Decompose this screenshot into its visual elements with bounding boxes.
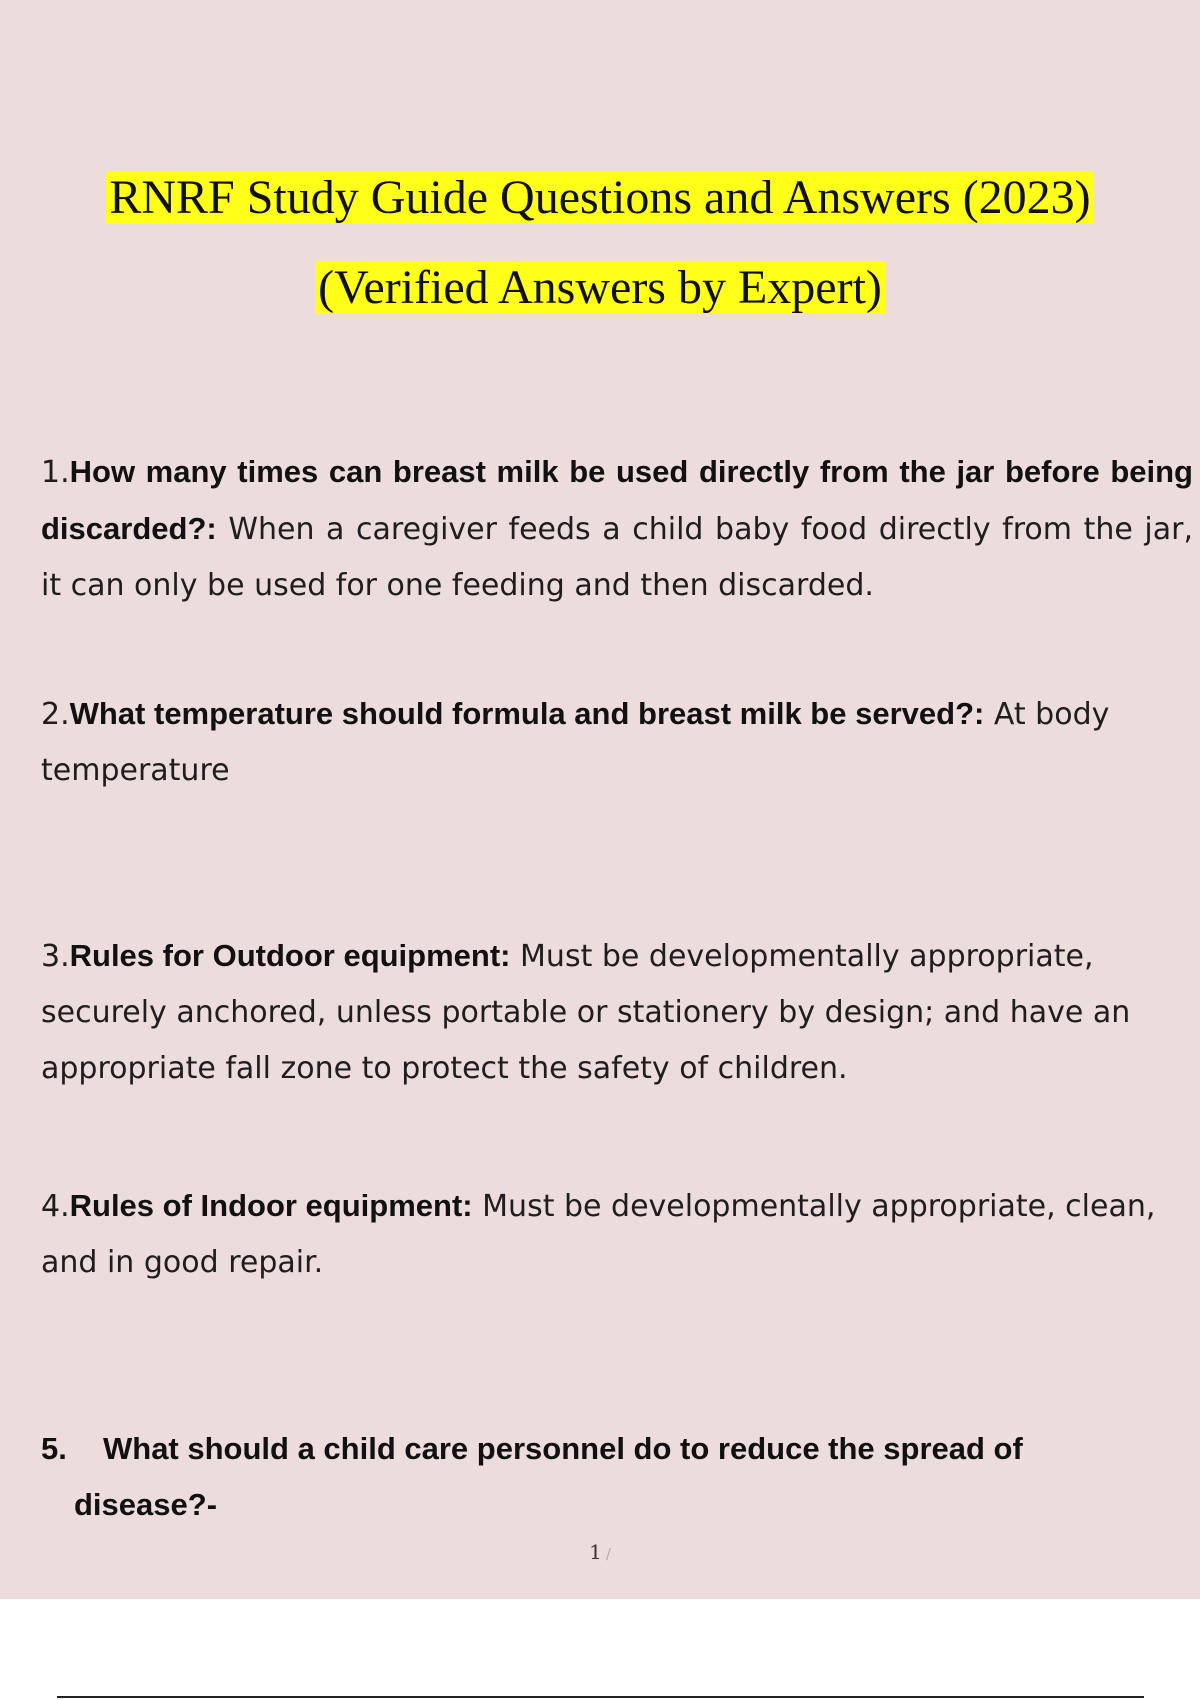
answer-text: When a caregiver feeds a child baby food directly from the jar, it can only be used for one feeding and then discarded. bbox=[41, 512, 1193, 603]
page-number-value: 1 bbox=[589, 1540, 602, 1564]
page-number bbox=[0, 1540, 1200, 1564]
answer-text: Must be developmentally appropriate, securely anchored, unless portable or stationery by design; and have an appropriate fall zone to protect the safety of children. bbox=[41, 939, 1131, 1086]
question-text: Rules for Outdoor equipment: bbox=[69, 938, 511, 973]
document-title-line-2 bbox=[0, 258, 1200, 318]
qa-item-5 bbox=[41, 1421, 1141, 1533]
question-text-continued: disease?- bbox=[74, 1487, 218, 1522]
question-text: Rules of Indoor equipment: bbox=[69, 1188, 473, 1223]
page-separator: / bbox=[605, 1545, 611, 1563]
question-text: What temperature should formula and breast milk be served?: bbox=[69, 696, 985, 731]
answer-text: Must be developmentally appropriate, clean, and in good repair. bbox=[41, 1189, 1156, 1280]
item-number: 1. bbox=[41, 455, 70, 490]
title-highlight-2: (Verified Answers by Expert) bbox=[315, 261, 885, 314]
question-text: How many times can breast milk be used directly from the jar before being discarded?: bbox=[41, 454, 1193, 546]
qa-item-4 bbox=[41, 1178, 1193, 1291]
question-text: What should a child care personnel do to reduce the spread of bbox=[103, 1431, 1023, 1466]
item-number: 5. bbox=[41, 1431, 67, 1466]
footer-divider bbox=[57, 1696, 1144, 1698]
item-number: 4. bbox=[41, 1189, 70, 1224]
qa-item-1 bbox=[41, 444, 1193, 614]
qa-item-2 bbox=[41, 686, 1193, 799]
document-title-line-1 bbox=[0, 168, 1200, 228]
item-number: 2. bbox=[41, 697, 70, 732]
item-number: 3. bbox=[41, 939, 70, 974]
answer-text: At body temperature bbox=[41, 697, 1110, 788]
qa-item-3 bbox=[41, 928, 1193, 1097]
title-highlight-1: RNRF Study Guide Questions and Answers (2023) bbox=[106, 171, 1093, 224]
